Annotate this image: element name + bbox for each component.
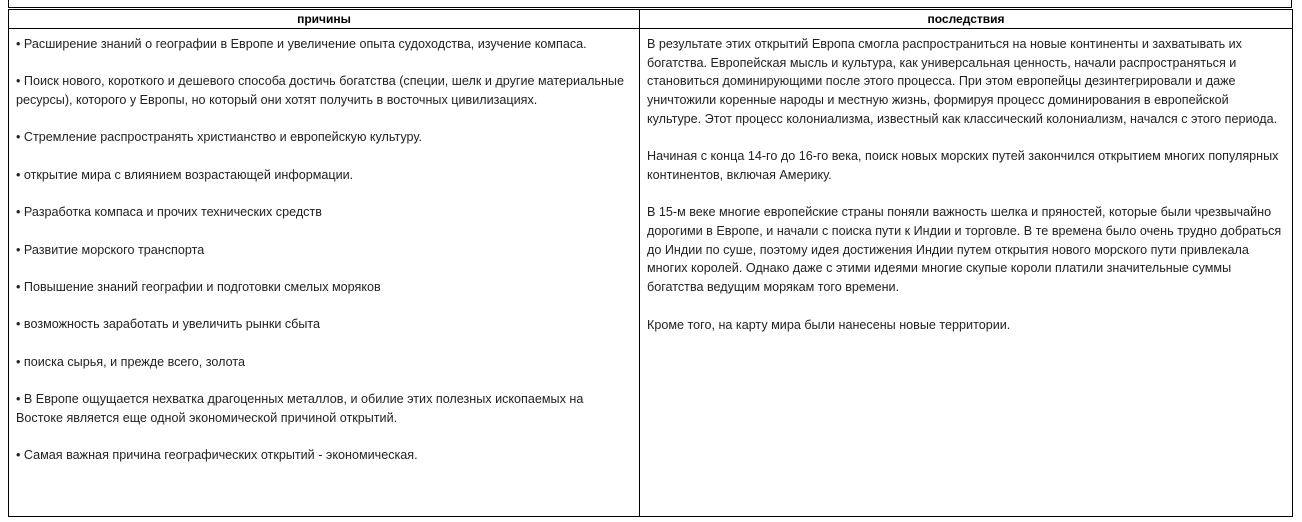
content-row [9, 29, 1293, 517]
cause-item: • Повышение знаний географии и подготовки смелых моряков [16, 280, 381, 295]
consequence-paragraph: В 15-м веке многие европейские страны поняли важность шелка и пряностей, которые были чрезвычайно дорогими в Европе, и начали с поиска пути к Индии и торговле. В те времена было очень трудно добраться до Индии по суше, поэтому идея достижения Индии путем открытия нового морского пути привлекала многих королей. Однако даже с этими идеями многие скупые короли платили значительные суммы богатства ведущим морякам того времени. [647, 205, 1282, 295]
consequence-paragraph: Начиная с конца 14-го до 16-го века, поиск новых морских путей закончился открытием многих популярных континентов, включая Америку. [647, 149, 1279, 182]
cause-item: • Развитие морского транспорта [16, 242, 205, 257]
cause-item: • возможность заработать и увеличить рынки сбыта [16, 317, 321, 332]
cause-item: • В Европе ощущается нехватка драгоценных металлов, и обилие этих полезных ископаемых на Востоке является еще одной экономической причиной открытий. [16, 392, 584, 425]
consequence-paragraph: Кроме того, на карту мира были нанесены новые территории. [647, 317, 1011, 332]
table-top-border [8, 0, 1292, 8]
consequences-cell [640, 29, 1293, 517]
cause-item: • Разработка компаса и прочих технических средств [16, 205, 322, 220]
causes-consequences-table [8, 9, 1293, 517]
causes-cell [9, 29, 640, 517]
cause-item: • поиска сырья, и прежде всего, золота [16, 354, 245, 369]
header-row [9, 10, 1293, 29]
header-causes: причины [9, 10, 640, 29]
cause-item: • Стремление распространять христианство и европейскую культуру. [16, 130, 422, 145]
cause-item: • Самая важная причина географических открытий - экономическая. [16, 448, 418, 463]
cause-item: • Расширение знаний о географии в Европе и увеличение опыта судоходства, изучение компаса. [16, 37, 587, 51]
cause-item: • открытие мира с влиянием возрастающей информации. [16, 167, 354, 182]
consequence-paragraph: В результате этих открытий Европа смогла распространиться на новые континенты и захватывать их богатства. Европейская мысль и культура, как универсальная ценность, начали распространяться и становиться доминирующими после этого процесса. При этом европейцы дезинтегрировали и даже уничтожили коренные народы и местную жизнь, формируя процесс доминирования в европейской культуре. Этот процесс колониализма, известный как классический колониализм, начался с этого периода. [647, 37, 1278, 126]
header-consequences: последствия [640, 10, 1293, 29]
cause-item: • Поиск нового, короткого и дешевого способа достичь богатства (специи, шелк и другие материальные ресурсы), которого у Европы, но который они хотят получить в восточных цивилизациях. [16, 74, 624, 108]
